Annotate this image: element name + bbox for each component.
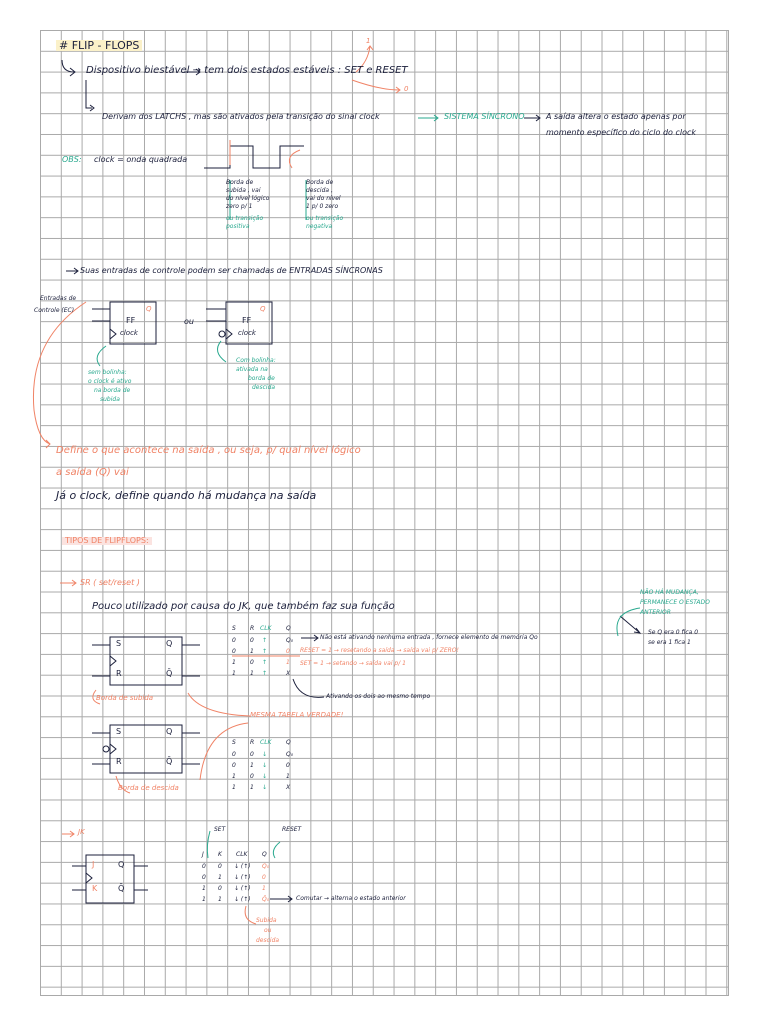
sr-heading: SR ( set/reset ) bbox=[80, 578, 140, 587]
obs-label: OBS: bbox=[62, 155, 82, 164]
note-line: NÃO HÁ MUDANÇA, bbox=[640, 589, 699, 596]
row-note-2: RESET = 1 → resetando a saída → saída vai p/ ZERO! bbox=[300, 647, 459, 654]
note-line: PERMANECE O ESTADO bbox=[640, 599, 710, 606]
note-line: Subida bbox=[256, 917, 277, 924]
note-line: Borda de bbox=[306, 179, 334, 186]
table-cell: ↓ (↑) bbox=[234, 885, 251, 892]
note-line: Borda de bbox=[226, 179, 254, 186]
rising-clock-note bbox=[88, 370, 131, 403]
table-cell: X bbox=[286, 784, 291, 791]
header-cell: CLK bbox=[236, 851, 248, 858]
note-line: ou bbox=[264, 927, 272, 934]
note-line: do nível lógico bbox=[226, 195, 270, 202]
edge-note-1: Borda de subida bbox=[96, 694, 154, 702]
table-cell: 0 bbox=[202, 863, 206, 870]
sr2-qbar: Q̄ bbox=[166, 757, 173, 766]
table-cell: 1 bbox=[232, 659, 236, 666]
memory-note bbox=[648, 630, 698, 646]
clock-wave bbox=[204, 146, 304, 168]
note-line: Com bolinha: bbox=[236, 357, 276, 364]
jk-heading: JK bbox=[78, 828, 85, 836]
table-cell: ↓ bbox=[262, 773, 268, 780]
table-cell: 0 bbox=[286, 762, 290, 769]
set-value-label: 1 bbox=[366, 37, 371, 45]
jk-edge-note bbox=[256, 918, 279, 944]
table-cell: 1 bbox=[202, 885, 206, 892]
define-line-3: Já o clock, define quando há mudança na saída bbox=[56, 489, 317, 502]
header-cell: CLK bbox=[260, 739, 272, 746]
header-cell: CLK bbox=[260, 625, 272, 632]
note-line: descida bbox=[252, 384, 276, 391]
table-cell: ↑ bbox=[262, 648, 268, 655]
types-heading: TIPOS DE FLIPFLOPS: bbox=[62, 537, 152, 545]
header-cell: Q bbox=[262, 851, 267, 858]
ec-label-1: Entradas de bbox=[40, 295, 77, 302]
output-change-note-b: momento específico do ciclo do clock bbox=[546, 128, 697, 137]
same-table-note: MESMA TABELA VERDADE! bbox=[250, 711, 344, 719]
note-line: subida bbox=[100, 396, 120, 403]
sr2-s: S bbox=[116, 727, 122, 736]
table-cell: 1 bbox=[250, 762, 254, 769]
table-cell: 1 bbox=[232, 773, 236, 780]
table-cell: 0 bbox=[232, 648, 236, 655]
jk-k: K bbox=[92, 884, 98, 893]
q-label-2: Q bbox=[260, 305, 266, 313]
header-cell: Q bbox=[286, 739, 291, 746]
toggle-note: Comutar → alterna o estado anterior bbox=[296, 895, 406, 902]
obs-text: clock = onda quadrada bbox=[94, 155, 188, 164]
rising-edge-note bbox=[226, 180, 269, 230]
note-line: zero p/ 1 bbox=[226, 203, 253, 210]
table-cell: ↓ (↑) bbox=[234, 874, 251, 881]
note-line: ou transição bbox=[306, 215, 344, 222]
row-note-1: Não está ativando nenhuma entrada , fornece elemento de memória Qo bbox=[320, 634, 538, 641]
ff-label-2: FF bbox=[242, 316, 252, 325]
note-line: Se Q era 0 fica 0 bbox=[648, 629, 699, 636]
table-cell: 0 bbox=[232, 762, 236, 769]
table-cell: Q₀ bbox=[262, 863, 270, 870]
header-cell: Q bbox=[286, 625, 291, 632]
jk-q: Q bbox=[118, 860, 125, 869]
note-line: descida , bbox=[306, 187, 333, 194]
table-cell: ↓ bbox=[262, 751, 268, 758]
sync-inputs-line: Suas entradas de controle podem ser chamadas de ENTRADAS SÍNCRONAS bbox=[80, 266, 383, 275]
table-cell: 0 bbox=[262, 874, 266, 881]
header-cell: R bbox=[250, 625, 255, 632]
define-line-1: Define o que acontece na saída , ou seja, p/ qual nível lógico bbox=[56, 445, 361, 456]
table-cell: 1 bbox=[202, 896, 206, 903]
table-cell: 1 bbox=[250, 648, 254, 655]
table-cell: X bbox=[286, 670, 291, 677]
table-cell: 1 bbox=[250, 784, 254, 791]
sr2-r: R bbox=[116, 757, 122, 766]
note-line: descida bbox=[256, 937, 280, 944]
note-line: sem bolinha: bbox=[88, 369, 127, 376]
synchronous-system-label: SISTEMA SÍNCRONO bbox=[444, 112, 525, 121]
note-line: se era 1 fica 1 bbox=[648, 639, 691, 646]
header-cell: J bbox=[202, 851, 204, 858]
table-cell: ↓ (↑) bbox=[234, 896, 251, 903]
note-line: ANTERIOR bbox=[640, 609, 671, 616]
jk-qbar: Q̄ bbox=[118, 884, 125, 893]
table-cell: 0 bbox=[232, 637, 236, 644]
edge-note-2: Borda de descida bbox=[118, 784, 179, 792]
sr2-q: Q bbox=[166, 727, 173, 736]
define-line-2: a saída (Q) vai bbox=[56, 467, 129, 478]
ec-label-2: Controle (EC) bbox=[34, 307, 75, 314]
table-cell: 0 bbox=[250, 637, 254, 644]
note-line: positiva bbox=[226, 223, 250, 230]
or-word: ou bbox=[184, 317, 194, 326]
definition-line: Dispositivo biestável → tem dois estados estáveis : SET e RESET bbox=[86, 65, 408, 76]
table-cell: ↓ bbox=[262, 762, 268, 769]
falling-edge-note bbox=[306, 180, 343, 230]
table-cell: 0 bbox=[232, 751, 236, 758]
note-line: ou transição bbox=[226, 215, 264, 222]
clock-label-1: clock bbox=[120, 329, 138, 337]
header-cell: R bbox=[250, 739, 255, 746]
table-cell: 1 bbox=[286, 773, 290, 780]
down-bend-arrow-icon bbox=[86, 80, 92, 108]
reset-label: RESET bbox=[282, 826, 302, 833]
table-cell: 1 bbox=[250, 670, 254, 677]
q-label-1: Q bbox=[146, 305, 152, 313]
table-cell: 1 bbox=[262, 885, 266, 892]
sr1-q: Q bbox=[166, 639, 173, 648]
table-cell: 0 bbox=[202, 874, 206, 881]
note-line: negativa bbox=[306, 223, 333, 230]
table-cell: Q̄₀ bbox=[262, 896, 270, 903]
table-cell: 0 bbox=[250, 751, 254, 758]
down-arrow-icon bbox=[352, 80, 400, 93]
table-cell: 0 bbox=[250, 773, 254, 780]
header-cell: S bbox=[232, 625, 236, 632]
table-cell: 1 bbox=[286, 659, 290, 666]
table-cell: ↓ bbox=[262, 784, 268, 791]
jk-j: J bbox=[92, 860, 95, 869]
no-change-note bbox=[640, 590, 710, 616]
row-note-3: SET = 1 → setando → saída vai p/ 1 bbox=[300, 660, 406, 667]
table-cell: 0 bbox=[286, 648, 290, 655]
sr1-r: R bbox=[116, 669, 122, 678]
clock-label-2: clock bbox=[238, 329, 256, 337]
note-line: ativada na bbox=[236, 366, 268, 373]
reset-value-label: 0 bbox=[404, 85, 409, 93]
note-line: 1 p/ 0 zero bbox=[306, 203, 339, 210]
table-cell: Q₀ bbox=[286, 751, 294, 758]
table-cell: ↓ (↑) bbox=[234, 863, 251, 870]
sr-intro: Pouco utilizado por causa do JK, que também faz sua função bbox=[92, 601, 395, 612]
note-line: borda de bbox=[248, 375, 275, 382]
table-cell: 1 bbox=[232, 670, 236, 677]
note-line: vai do nível bbox=[306, 195, 341, 202]
table-cell: 0 bbox=[218, 863, 222, 870]
set-label: SET bbox=[214, 826, 226, 833]
table-cell: ↑ bbox=[262, 670, 268, 677]
row-note-4: Ativando os dois ao mesmo tempo bbox=[326, 693, 431, 700]
header-cell: K bbox=[218, 851, 222, 858]
table-cell: 0 bbox=[250, 659, 254, 666]
output-change-note-a: A saída altera o estado apenas por bbox=[546, 112, 686, 121]
ff-label-1: FF bbox=[126, 316, 136, 325]
sr1-qbar: Q̄ bbox=[166, 669, 173, 678]
table-cell: 0 bbox=[218, 885, 222, 892]
table-cell: 1 bbox=[232, 784, 236, 791]
table-cell: 1 bbox=[218, 896, 222, 903]
latch-derivation-line: Derivam dos LATCHS , mas são ativados pela transição do sinal clock bbox=[102, 112, 380, 121]
page-title: # FLIP - FLOPS bbox=[56, 40, 142, 51]
table-cell: 1 bbox=[218, 874, 222, 881]
sr1-s: S bbox=[116, 639, 122, 648]
table-cell: ↑ bbox=[262, 637, 268, 644]
table-cell: ↑ bbox=[262, 659, 268, 666]
table-cell: Q₀ bbox=[286, 637, 294, 644]
note-line: na borda de bbox=[94, 387, 131, 394]
note-line: o clock é ativo bbox=[88, 378, 132, 385]
note-line: subida , vai bbox=[226, 187, 261, 194]
header-cell: S bbox=[232, 739, 236, 746]
falling-clock-note bbox=[236, 358, 276, 391]
